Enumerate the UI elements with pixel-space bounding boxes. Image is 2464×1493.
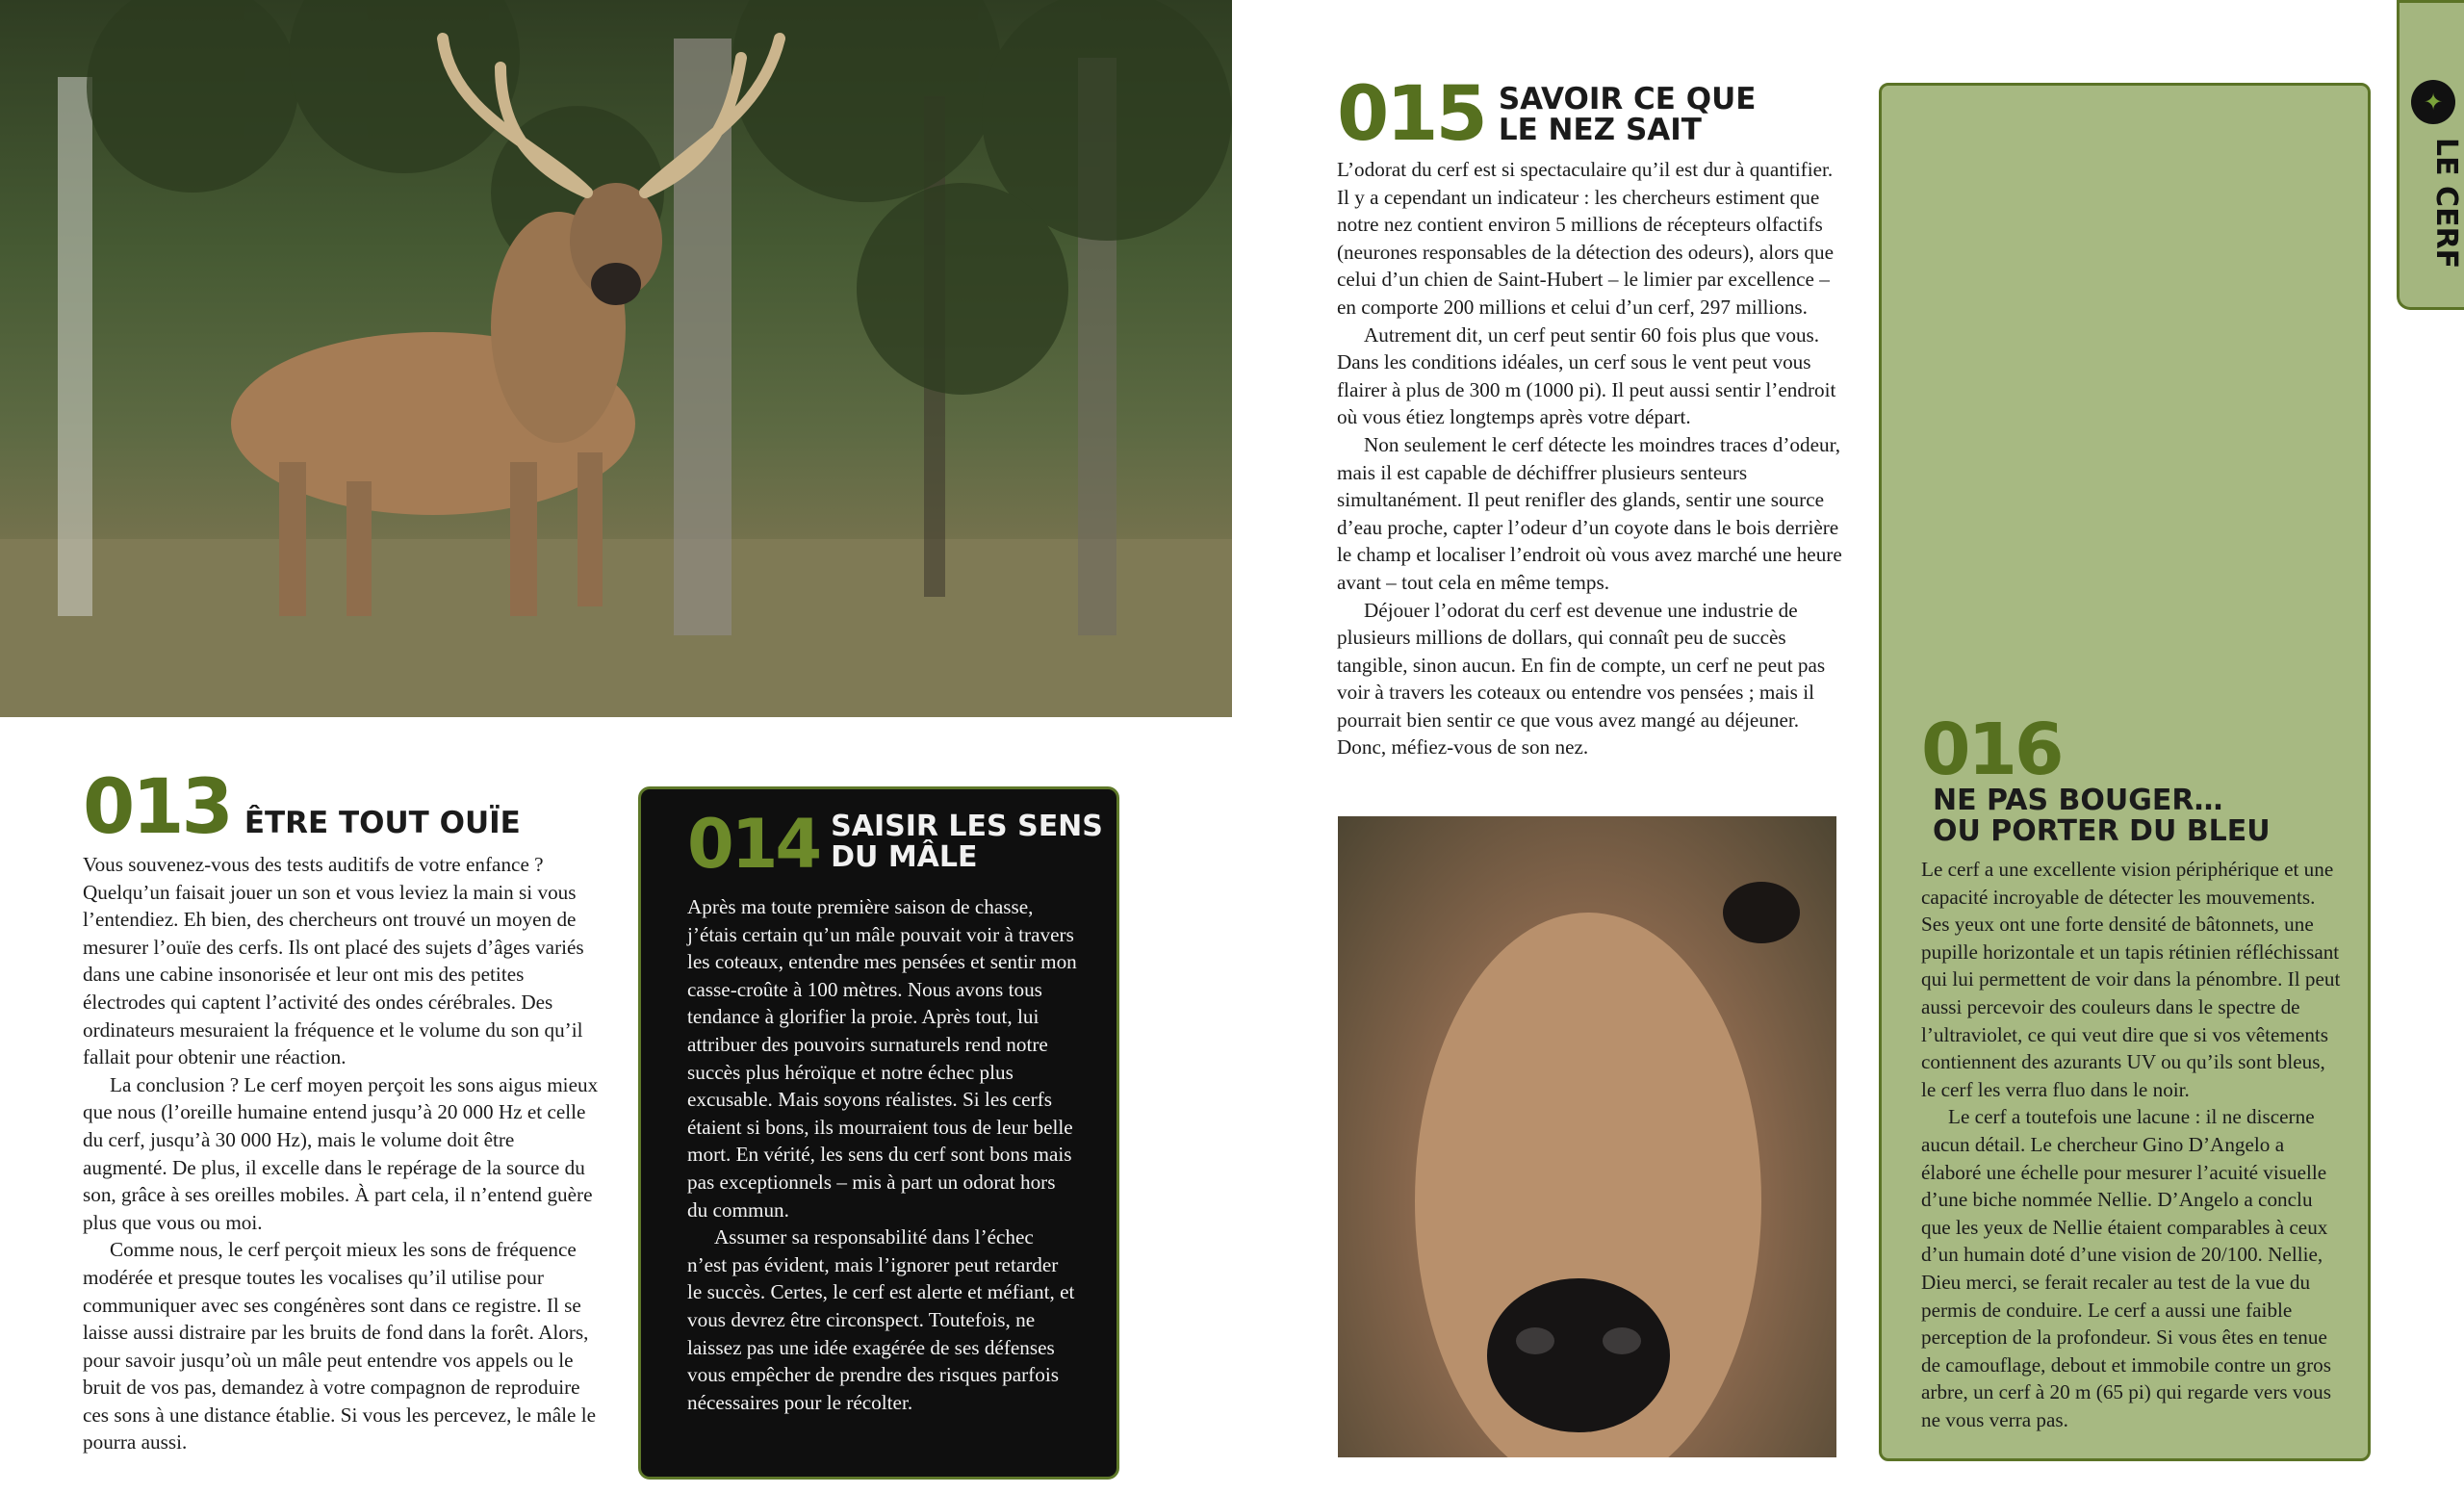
deer-in-forest-illustration [0, 0, 1232, 717]
deer-icon: ✦ [2411, 80, 2455, 124]
section-number: 015 [1337, 71, 1485, 158]
deer-in-forest-photo [0, 0, 1232, 717]
paragraph: Comme nous, le cerf perçoit mieux les sons de fréquence modérée et presque toutes les vocalises qu’il utilise pour communiquer avec ses congénères sont dans ce registre. Il se laisse aussi distraire par les bruits de fond dans la forêt. Alors, pour savoir jusqu’où un mâle peut entendre vos appels ou le bruit de vos pas, demandez à votre compagnon de reproduire ces sons à une distance établie. Si vous les percevez, le mâle le pourra aussi. [83, 1238, 597, 1454]
chapter-tab-label: LE CERF [2429, 138, 2463, 270]
section-number: 014 [687, 805, 820, 884]
section-016 [1921, 708, 2345, 1433]
section-title-line2: OU PORTER DU BLEU [1933, 813, 2271, 848]
section-title: ÊTRE TOUT OUÏE [244, 806, 521, 841]
section-body [1337, 156, 1847, 761]
paragraph: Le cerf a toutefois une lacune : il ne discerne aucun détail. Le chercheur Gino D’Angelo a élaboré une échelle pour mesurer l’acuité visuelle d’une biche nommée Nellie. D’Angelo a conclu que les yeux de Nellie étaient comparables à ceux d’un humain doté d’une vision de 20/100. Nellie, Dieu merci, se ferait recaler au test de la vue du permis de conduire. Le cerf a aussi une faible perception de la profondeur. Si vous êtes en tenue de camouflage, debout et immobile contre un gros arbre, un cerf à 20 m (65 pi) qui regarde vers vous ne vous verra pas. [1921, 1105, 2331, 1431]
paragraph: Autrement dit, un cerf peut sentir 60 fois plus que vous. Dans les conditions idéales, un cerf sous le vent peut vous flairer à plus de 300 m (1000 pi). Il peut aussi sentir l’endroit où vous étiez longtemps après votre départ. [1337, 322, 1836, 429]
section-014-box [638, 786, 1119, 1480]
section-title-line2: LE NEZ SAIT [1498, 113, 1702, 148]
section-013 [83, 764, 603, 1456]
section-body [687, 893, 1077, 1416]
section-number: 013 [83, 764, 231, 851]
paragraph: Le cerf a une excellente vision périphérique et une capacité incroyable de détecter les mouvements. Ses yeux ont une forte densité de bâtonnets, une pupille horizontale et un tapis rétinien réfléchissant qui lui permettent de voir dans la pénombre. Il peut aussi percevoir des couleurs dans le spectre de l’ultraviolet, ce qui veut dire que si vos vêtements contiennent des azurants UV ou qu’ils sont bleus, le cerf les verra fluo dans le noir. [1921, 858, 2341, 1101]
section-body [83, 851, 603, 1456]
paragraph: Non seulement le cerf détecte les moindres traces d’odeur, mais il est capable de déchiffrer plusieurs senteurs simultanément. Il peut renifler des glands, sentir une source d’eau proche, capter l’odeur d’un coyote dans le bois derrière le champ et localiser l’endroit où vous avez marché une heure avant – tout cela en même temps. [1337, 432, 1842, 594]
deer-face-illustration [1338, 816, 1836, 1457]
paragraph: Après ma toute première saison de chasse, j’étais certain qu’un mâle pouvait voir à travers les coteaux, entendre mes pensées et sentir mon casse-croûte à 100 mètres. Nous avons tous tendance à glorifier la proie. Après tout, lui attribuer des pouvoirs surnaturels rend notre succès plus héroïque et notre échec plus excusable. Mais soyons réalistes. Si les cerfs étaient si bons, ils mourraient tous de leur belle mort. En vérité, les sens du cerf sont bons mais pas exceptionnels – mis à part un odorat hors du commun. [687, 895, 1077, 1222]
chapter-tab[interactable] [2397, 0, 2464, 310]
paragraph: La conclusion ? Le cerf moyen perçoit les sons aigus mieux que nous (l’oreille humaine entend jusqu’à 20 000 Hz et celle du cerf, jusqu’à 30 000 Hz), mais le volume doit être augmenté. De plus, il excelle dans le repérage de la source du son, grâce à ses oreilles mobiles. À part cela, il n’entend guère plus que vous ou moi. [83, 1072, 599, 1234]
section-body [1921, 856, 2345, 1433]
section-title-line2: DU MÂLE [831, 839, 978, 874]
deer-face-photo [1338, 816, 1836, 1457]
section-number: 016 [1921, 708, 2062, 791]
paragraph: Assumer sa responsabilité dans l’échec n’est pas évident, mais l’ignorer peut retarder le succès. Certes, le cerf est alerte et méfiant, et vous devrez être circonspect. Toutefois, ne laissez pas une idée exagérée de ses défenses vous empêcher de prendre des risques parfois nécessaires pour le récolter. [687, 1225, 1075, 1414]
section-title-line1: SAISIR LES SENS [831, 810, 1103, 843]
section-title-line1: NE PAS BOUGER… [1933, 784, 2223, 817]
paragraph: Déjouer l’odorat du cerf est devenue une industrie de plusieurs millions de dollars, qui connaît peu de succès tangible, sinon aucun. En fin de compte, un cerf ne peut pas voir à travers les coteaux ou entendre vos pensées ; mais il pourrait bien sentir ce que vous avez mangé au déjeuner. Donc, méfiez-vous de son nez. [1337, 598, 1826, 759]
section-title-line1: SAVOIR CE QUE [1498, 81, 1757, 116]
paragraph: L’odorat du cerf est si spectaculaire qu’il est dur à quantifier. Il y a cependant un indicateur : les chercheurs estiment que notre nez contient environ 5 millions de récepteurs olfactifs (neurones responsables de la détection des odeurs), alors que celui d’un chien de Saint-Hubert – le limier par excellence – en comporte 200 millions et celui d’un cerf, 297 millions. [1337, 158, 1834, 319]
section-015 [1337, 71, 1847, 761]
paragraph: Vous souvenez-vous des tests auditifs de votre enfance ? Quelqu’un faisait jouer un son et vous leviez la main si vous l’entendiez. Eh bien, des chercheurs ont trouvé un moyen de mesurer l’ouïe des cerfs. Ils ont placé des sujets d’âges variés dans une cabine insonorisée et leur ont mis des petites électrodes qui captent l’activité des ondes cérébrales. Des ordinateurs mesuraient la fréquence et le volume du son qu’il fallait pour obtenir une réaction. [83, 853, 584, 1069]
